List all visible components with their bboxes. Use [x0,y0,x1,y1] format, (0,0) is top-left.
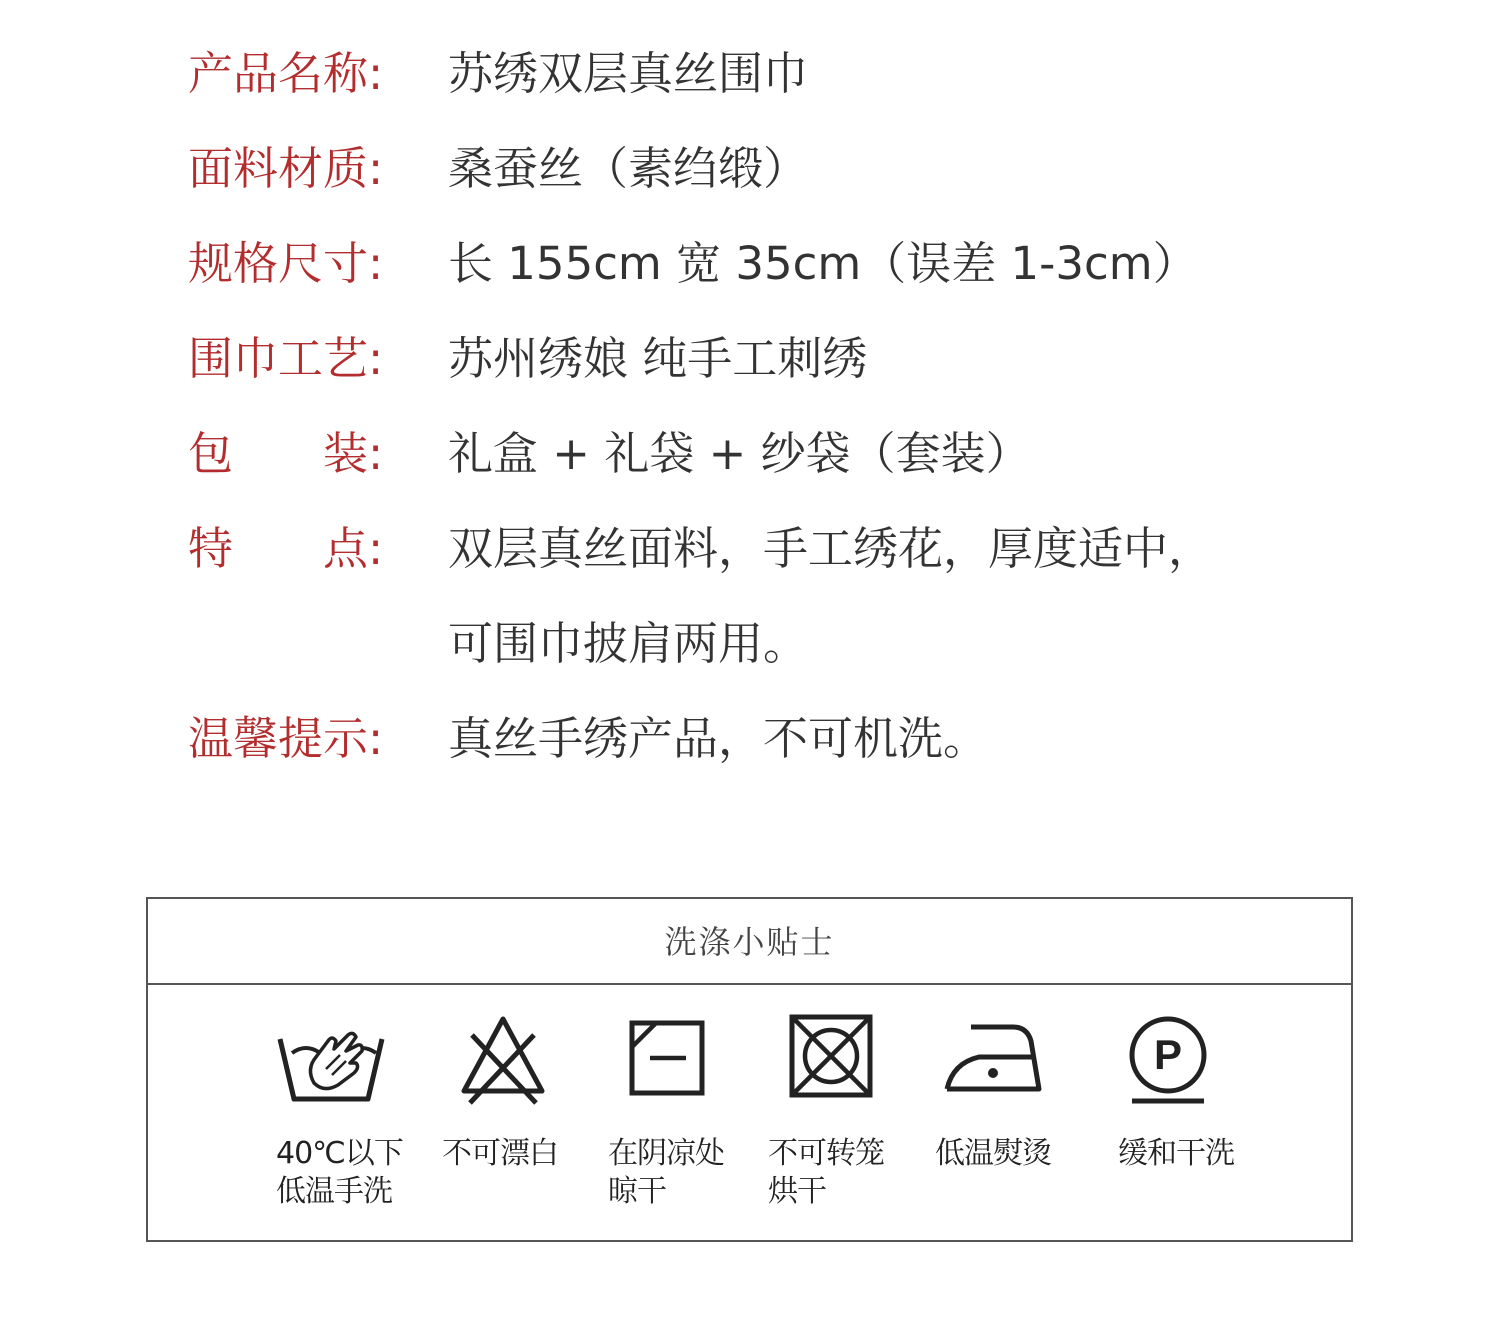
care-item-dry-in-shade [608,1011,778,1209]
spec-label: 特 点: [188,522,384,575]
spec-value: 可围巾披肩两用。 [448,617,809,670]
svg-text:P: P [1153,1031,1183,1078]
care-label: 在阴凉处 晾干 [608,1136,724,1209]
dry-clean-p-icon [1124,1011,1214,1107]
spec-label: 围巾工艺: [188,332,384,385]
spec-label: 规格尺寸: [188,237,384,290]
washing-tips-panel [146,897,1353,1242]
spec-value: 桑蚕丝（素绉缎） [448,142,809,195]
spec-value: 双层真丝面料，手工绣花，厚度适中， [448,522,1214,575]
dry-in-shade-icon [628,1011,708,1101]
spec-label: 产品名称: [188,47,384,100]
spec-value: 苏州绣娘 纯手工刺绣 [448,332,868,385]
care-label: 40℃以下 低温手洗 [276,1136,403,1209]
care-label: 不可漂白 [442,1136,558,1171]
care-label: 不可转笼 烘干 [768,1136,884,1209]
care-label: 低温熨烫 [935,1136,1051,1171]
spec-label: 包 装: [188,427,384,480]
spec-value: 长 155cm 宽 35cm（误差 1-3cm） [448,237,1198,290]
no-tumble-dry-icon [786,1011,876,1101]
spec-label: 面料材质: [188,142,384,195]
washing-tips-title: 洗涤小贴士 [148,899,1351,985]
care-item-no-tumble-dry [768,1011,936,1209]
no-bleach-icon [458,1011,548,1111]
spec-label: 温馨提示: [188,712,384,765]
care-label: 缓和干洗 [1118,1136,1234,1171]
hand-wash-icon [276,1011,386,1111]
spec-value: 苏绣双层真丝围巾 [448,47,809,100]
spec-value: 真丝手绣产品，不可机洗。 [448,712,989,765]
spec-value: 礼盒 + 礼袋 + 纱袋（套装） [448,427,1031,480]
iron-low-icon [943,1011,1043,1101]
care-item-no-bleach [442,1011,608,1171]
care-item-hand-wash [276,1011,426,1209]
care-item-dry-clean [1118,1011,1274,1171]
care-item-iron-low [935,1011,1093,1171]
